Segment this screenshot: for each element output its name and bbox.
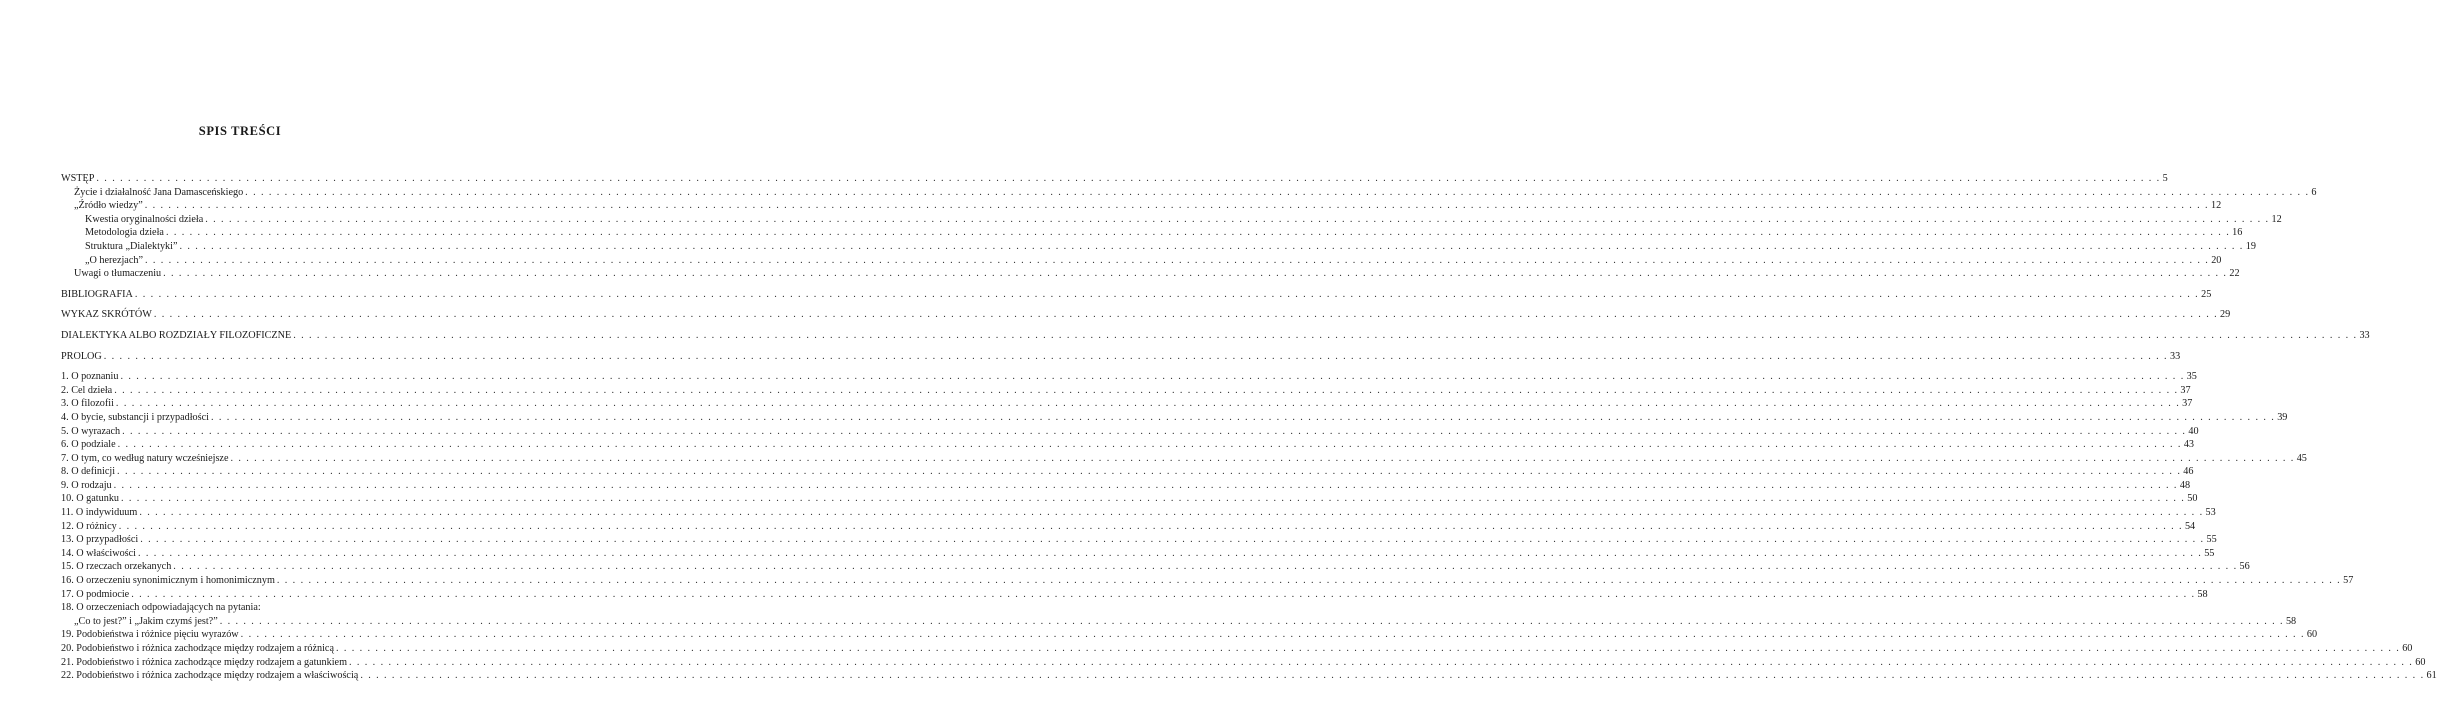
toc-entry: 15. O rzeczach orzekanych . . . 56 bbox=[61, 560, 417, 574]
toc-entry: Życie i działalność Jana Damasceńskiego . . . 6 bbox=[61, 186, 417, 200]
toc-entry: 19. Podobieństwa i różnice pięciu wyrazów . . . 60 bbox=[61, 628, 417, 642]
page-title: SPIS TREŚCI bbox=[198, 124, 282, 138]
toc-entry: 16. O orzeczeniu synonimicznym i homonimicznym . . . 57 bbox=[61, 574, 417, 588]
toc-entry: BIBLIOGRAFIA . . . 25 bbox=[61, 288, 417, 302]
toc-entry: „Źródło wiedzy” . . . 12 bbox=[61, 199, 417, 213]
toc-entry: 20. Podobieństwo i różnica zachodzące między rodzajem a różnicą . . . 60 bbox=[61, 642, 417, 656]
toc-entry: 17. O podmiocie . . . 58 bbox=[61, 588, 417, 602]
toc-entry: 4. O bycie, substancji i przypadłości . . . 39 bbox=[61, 411, 417, 425]
toc-entry: Metodologia dzieła . . . 16 bbox=[61, 226, 417, 240]
toc-entry: 22. Podobieństwo i różnica zachodzące między rodzajem a właściwością . . . 61 bbox=[61, 669, 417, 683]
toc-entry: 10. O gatunku . . . 50 bbox=[61, 492, 417, 506]
toc-entry: WYKAZ SKRÓTÓW . . . 29 bbox=[61, 308, 417, 322]
toc-entry: 14. O właściwości . . . 55 bbox=[61, 547, 417, 561]
toc-entry: 21. Podobieństwo i różnica zachodzące między rodzajem a gatunkiem . . . 60 bbox=[61, 656, 417, 670]
toc-entry: 12. O różnicy . . . 54 bbox=[61, 520, 417, 534]
toc-entry: 2. Cel dzieła . . . 37 bbox=[61, 384, 417, 398]
toc-entry: 3. O filozofii . . . 37 bbox=[61, 397, 417, 411]
toc-entry: 5. O wyrazach . . . 40 bbox=[61, 425, 417, 439]
toc-entry: Uwagi o tłumaczeniu . . . 22 bbox=[61, 267, 417, 281]
toc-entry: 6. O podziale . . . 43 bbox=[61, 438, 417, 452]
toc-entry: 9. O rodzaju . . . 48 bbox=[61, 479, 417, 493]
toc-entry: Kwestia oryginalności dzieła . . . 12 bbox=[61, 213, 417, 227]
toc-entry: WSTĘP . . . 5 bbox=[61, 172, 417, 186]
toc-entry: 7. O tym, co według natury wcześniejsze . . . 45 bbox=[61, 452, 417, 466]
toc-entry: DIALEKTYKA ALBO ROZDZIAŁY FILOZOFICZNE . . . 33 bbox=[61, 329, 417, 343]
toc-entry-first-line: 18. O orzeczeniach odpowiadających na pytania: bbox=[61, 602, 261, 614]
toc-entry: „Co to jest?” i „Jakim czymś jest?” . . . 58 bbox=[61, 615, 417, 629]
toc-entry: PROLOG . . . 33 bbox=[61, 350, 417, 364]
toc-entry: 11. O indywiduum . . . 53 bbox=[61, 506, 417, 520]
toc-entry: 1. O poznaniu . . . 35 bbox=[61, 370, 417, 384]
toc-entry: 13. O przypadłości . . . 55 bbox=[61, 533, 417, 547]
table-of-contents bbox=[61, 172, 2437, 683]
toc-entry: 8. O definicji . . . 46 bbox=[61, 465, 417, 479]
toc-entry: Struktura „Dialektyki” . . . 19 bbox=[61, 240, 417, 254]
toc-entry: „O herezjach” . . . 20 bbox=[61, 254, 417, 268]
